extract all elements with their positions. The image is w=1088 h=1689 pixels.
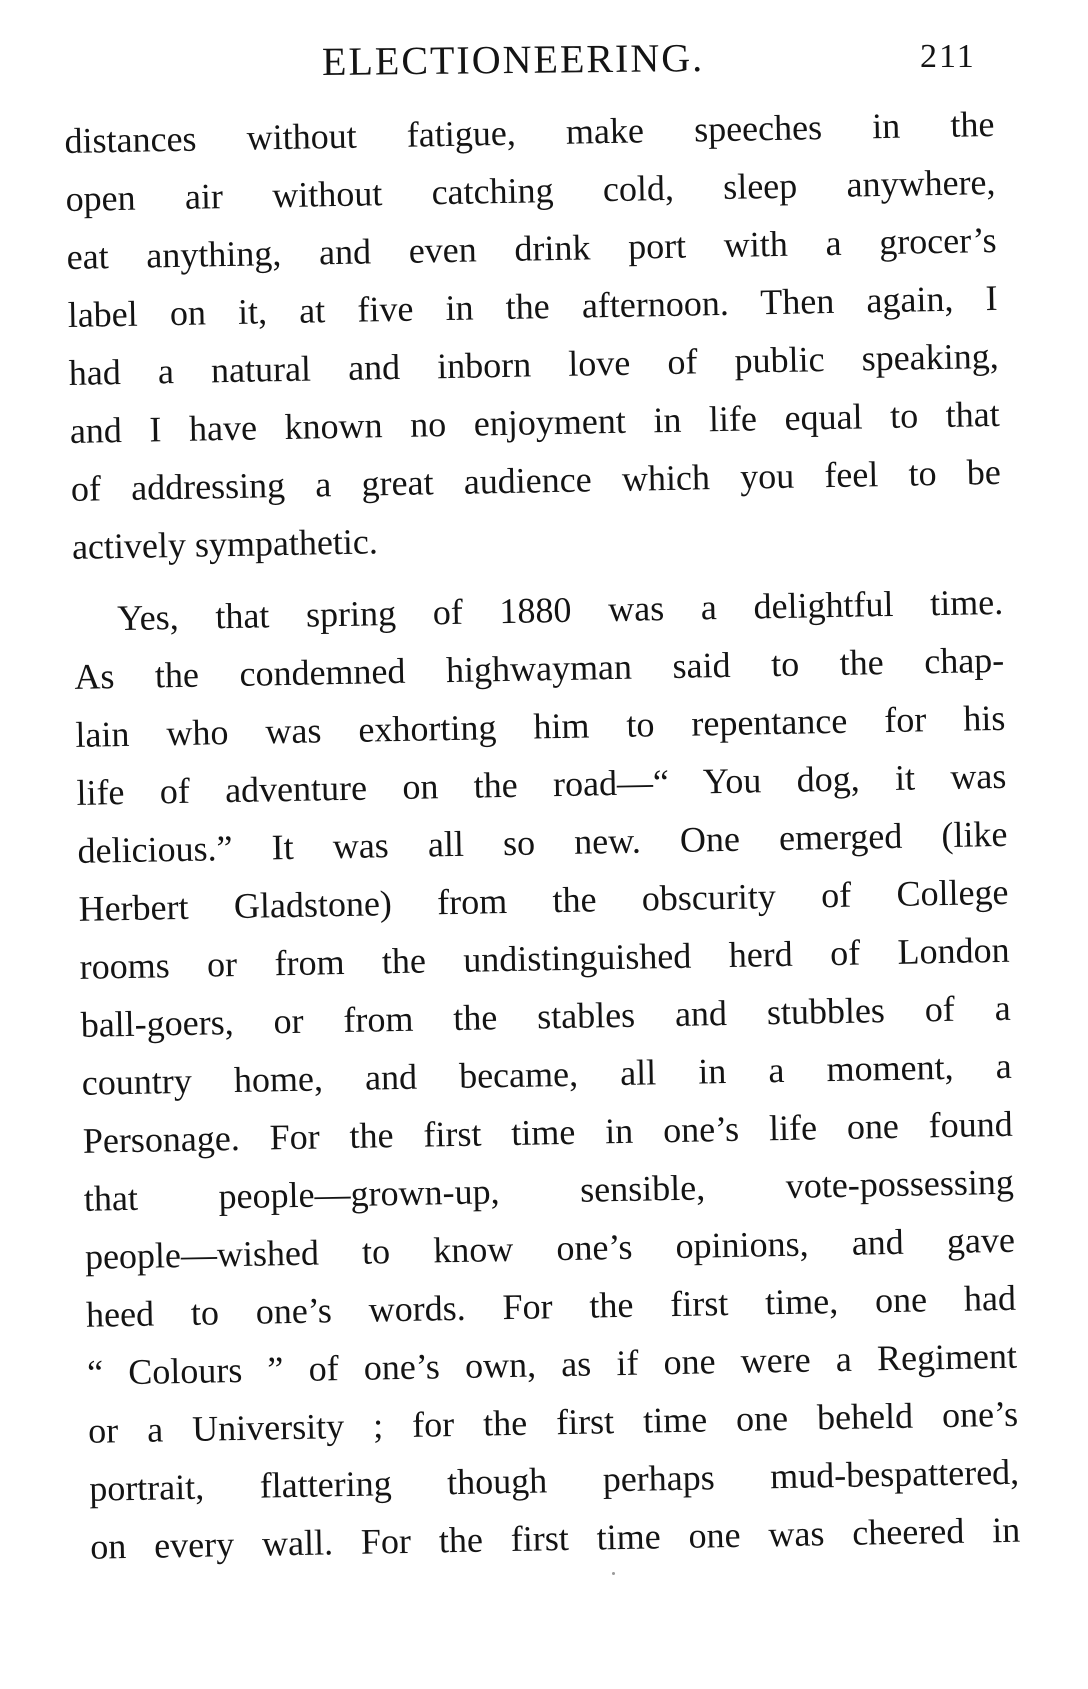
text-line: lain who was exhorting him to repentance for his [75,697,1006,755]
text-line: distances without fatigue, make speeches in the [64,103,995,161]
body-text [64,95,1021,1576]
text-line: delicious.” It was all so new. One emerged (like [77,813,1008,871]
text-line: Personage. For the first time in one’s life one found [82,1103,1014,1161]
text-line: heed to one’s words. For the first time, one had [85,1277,1017,1335]
text-line: on every wall. For the first time one was cheered in [89,1509,1021,1567]
text-line: portrait, flattering though perhaps mud-bespattered, [88,1451,1020,1509]
text-line: Yes, that spring of 1880 was a delightful time. [116,581,1004,639]
text-line: ball-goers, or from the stables and stubbles of a [80,987,1011,1045]
text-line: that people—grown-up, sensible, vote-possessing [83,1161,1015,1219]
text-line: rooms or from the undistinguished herd of London [79,929,1010,987]
text-line: Herbert Gladstone) from the obscurity of College [78,871,1009,929]
text-line: life of adventure on the road—“ You dog, it was [76,755,1007,813]
paper-speck [612,1572,615,1575]
text-line: people—wished to know one’s opinions, and gave [84,1219,1016,1277]
page-number: 211 [920,38,976,75]
text-line: or a University ; for the first time one beheld one’s [87,1393,1019,1451]
running-head [0,30,1088,90]
text-line: actively sympathetic. [71,521,379,567]
text-line: label on it, at five in the afternoon. Then again, I [67,277,998,335]
text-line: eat anything, and even drink port with a grocer’s [66,219,997,277]
text-line: As the condemned highwayman said to the chap- [73,639,1005,697]
text-line: open air without catching cold, sleep anywhere, [65,161,996,219]
text-line: had a natural and inborn love of public speaking, [68,335,999,393]
text-line: and I have known no enjoyment in life equal to that [69,393,1001,451]
text-line: country home, and became, all in a moment, a [81,1045,1013,1103]
text-line: of addressing a great audience which you feel to be [70,451,1002,509]
running-head-title: ELECTIONEERING. [321,34,705,84]
text-line: “ Colours ” of one’s own, as if one were a Regiment [86,1335,1018,1393]
paragraph-2 [73,573,1021,1576]
paragraph-1 [64,95,1002,576]
